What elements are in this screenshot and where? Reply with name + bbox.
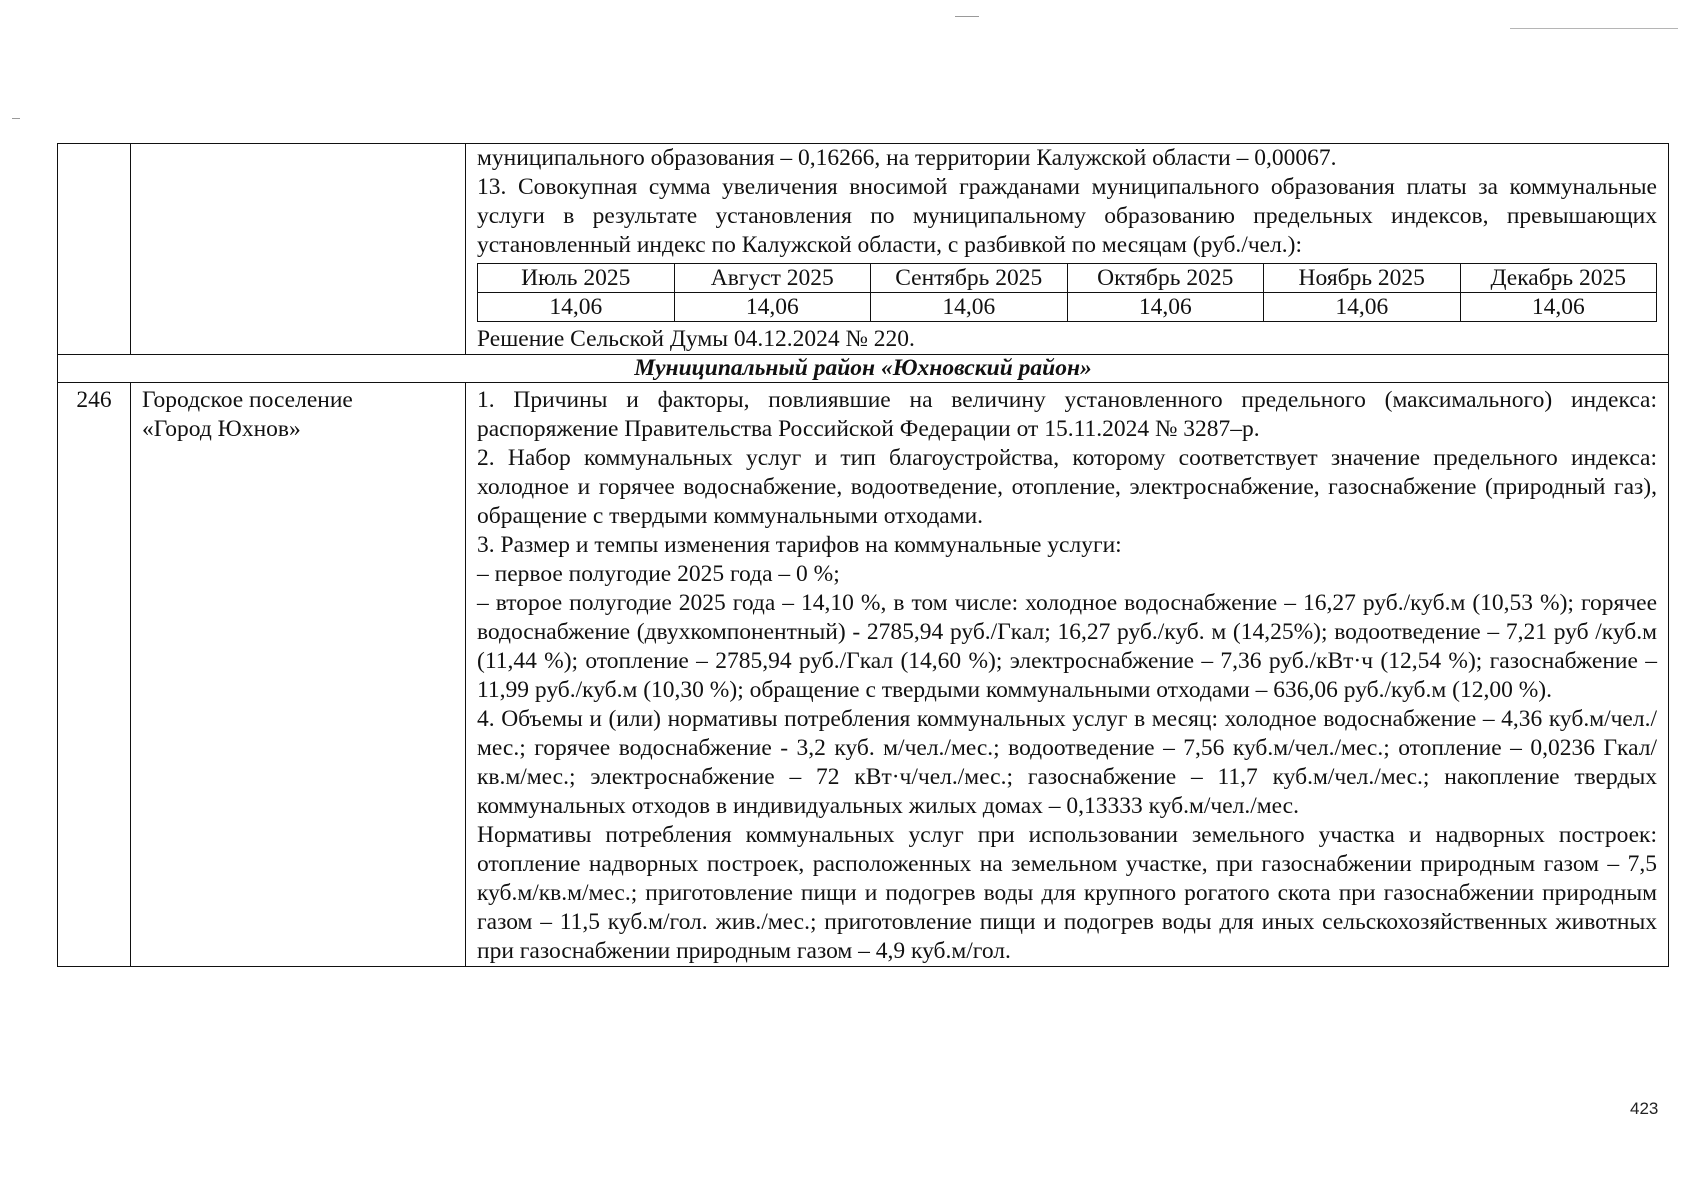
- entry-paragraph: 4. Объемы и (или) нормативы потребления коммунальных услуг в месяц: холодное водоснабжение – 4,36 куб.м/чел./мес.; горячее водоснабжение - 3,2 куб. м/чел./мес.; водоотведение – 7,56 куб.м/чел./мес.; отопление – 0,0236 Гкал/кв.м/мес.; электроснабжение – 72 кВт·ч/чел./мес.; газоснабжение – 11,7 куб.м/чел./мес.; накопление твердых коммунальных отходов в индивидуальных жилых домах – 0,13333 куб.м/чел./мес.: [477, 706, 1657, 819]
- entry-text-cell: [466, 383, 1669, 967]
- monthly-amounts-table: [477, 263, 1657, 322]
- section-title: Муниципальный район «Юхновский район»: [58, 355, 1669, 383]
- month-header: Ноябрь 2025: [1264, 264, 1461, 293]
- months-header-row: [478, 264, 1657, 293]
- scan-mark-top: [955, 16, 979, 17]
- continuation-number-cell: [58, 144, 131, 355]
- month-header: Декабрь 2025: [1460, 264, 1657, 293]
- month-header: Июль 2025: [478, 264, 675, 293]
- scan-mark-left: [12, 118, 20, 119]
- entry-paragraph: – второе полугодие 2025 года – 14,10 %, в том числе: холодное водоснабжение – 16,27 руб./куб.м (10,53 %); горячее водоснабжение (двухкомпонентный) - 2785,94 руб./Гкал; 16,27 руб./куб. м (14,25%); водоотведение – 7,21 руб /куб.м (11,44 %); отопление – 2785,94 руб./Гкал (14,60 %); электроснабжение – 7,36 руб./кВт·ч (12,54 %); газоснабжение – 11,99 руб./куб.м (10,30 %); обращение с твердыми коммунальными отходами – 636,06 руб./куб.м (12,00 %).: [477, 590, 1657, 703]
- entry-paragraph: 2. Набор коммунальных услуг и тип благоустройства, которому соответствует значение предельного индекса: холодное и горячее водоснабжение, водоотведение, отопление, электроснабжение, газоснабжение (природный газ), обращение с твердыми коммунальными отходами.: [477, 445, 1657, 529]
- entry-number: 246: [58, 383, 131, 967]
- months-value-row: [478, 293, 1657, 322]
- month-value: 14,06: [1067, 293, 1264, 322]
- continuation-name-cell: [131, 144, 466, 355]
- document-table: [57, 143, 1669, 967]
- item-13-paragraph: 13. Совокупная сумма увеличения вносимой гражданами муниципального образования платы за коммунальные услуги в результате установления по муниципальному образованию предельных индексов, превышающих установленный индекс по Калужской области, с разбивкой по месяцам (руб./чел.):: [477, 174, 1657, 258]
- entry-name-cell: [131, 383, 466, 967]
- month-header: Сентябрь 2025: [871, 264, 1068, 293]
- month-value: 14,06: [1264, 293, 1461, 322]
- entry-name-line: Городское поселение: [142, 387, 353, 413]
- page-number: 423: [1630, 1099, 1659, 1118]
- entry-paragraph: 1. Причины и факторы, повлиявшие на величину установленного предельного (максимального) индекса: распоряжение Правительства Российской Федерации от 15.11.2024 № 3287–р.: [477, 387, 1657, 442]
- entry-paragraph: 3. Размер и темпы изменения тарифов на коммунальные услуги:: [477, 532, 1122, 558]
- continuation-text-cell: [466, 144, 1669, 355]
- month-header: Август 2025: [674, 264, 871, 293]
- entry-paragraph: – первое полугодие 2025 года – 0 %;: [477, 561, 840, 587]
- continuation-line: муниципального образования – 0,16266, на территории Калужской области – 0,00067.: [477, 145, 1337, 171]
- month-value: 14,06: [1460, 293, 1657, 322]
- entry-name-line: «Город Юхнов»: [142, 416, 301, 442]
- month-value: 14,06: [871, 293, 1068, 322]
- entry-paragraph: Нормативы потребления коммунальных услуг при использовании земельного участка и надворных построек: отопление надворных построек, расположенных на земельном участке, при газоснабжении природным газом – 7,5 куб.м/кв.м/мес.; приготовление пищи и подогрев воды для крупного рогатого скота при газоснабжении природным газом – 11,5 куб.м/гол. жив./мес.; приготовление пищи и подогрев воды для иных сельскохозяйственных животных при газоснабжении природным газом – 4,9 куб.м/гол.: [477, 822, 1657, 964]
- continuation-row: [58, 144, 1669, 355]
- month-value: 14,06: [478, 293, 675, 322]
- scan-mark-top-right: [1510, 28, 1678, 29]
- month-header: Октябрь 2025: [1067, 264, 1264, 293]
- section-heading-row: [58, 355, 1669, 383]
- month-value: 14,06: [674, 293, 871, 322]
- entry-row: [58, 383, 1669, 967]
- decision-reference: Решение Сельской Думы 04.12.2024 № 220.: [477, 326, 915, 352]
